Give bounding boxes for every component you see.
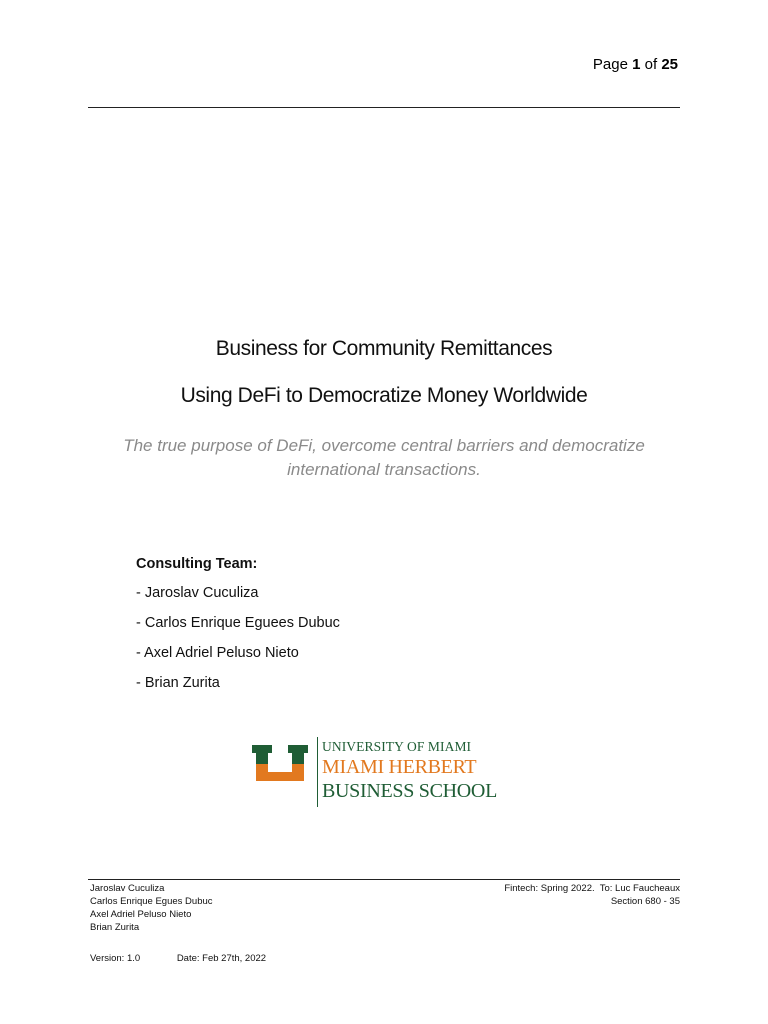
u-logo-icon — [252, 745, 308, 781]
page-label: Page — [592, 56, 628, 73]
document-subtitle — [90, 434, 678, 482]
logo-school-name: MIAMI HERBERT — [322, 756, 477, 778]
document-title-line2: Using DeFi to Democratize Money Worldwide — [180, 384, 588, 407]
page-current: 1 — [632, 56, 641, 73]
subtitle-line2: international transactions. — [287, 460, 481, 479]
consulting-team — [136, 554, 340, 703]
subtitle-line1: The true purpose of DeFi, overcome central barriers and democratize — [123, 436, 645, 455]
footer-author: Axel Adriel Peluso Nieto — [90, 909, 192, 920]
footer-author: Brian Zurita — [90, 922, 140, 933]
footer-course-info — [504, 882, 680, 908]
page-of: of — [644, 56, 658, 73]
footer-author: Carlos Enrique Egues Dubuc — [90, 896, 213, 907]
footer-authors — [90, 882, 213, 934]
logo-school-type: BUSINESS SCHOOL — [322, 780, 497, 802]
logo-university: UNIVERSITY OF MIAMI — [322, 739, 472, 754]
page-number — [593, 56, 678, 73]
footer-author: Jaroslav Cuculiza — [90, 883, 165, 894]
footer-divider — [88, 879, 680, 880]
document-title: Business for Community Remittances — [215, 337, 553, 360]
university-logo — [252, 733, 522, 813]
team-member: - Jaroslav Cuculiza — [136, 585, 259, 601]
team-member: - Carlos Enrique Eguees Dubuc — [136, 615, 340, 631]
header-divider — [88, 107, 680, 108]
footer-version: Version: 1.0 — [90, 953, 141, 964]
logo-divider — [317, 737, 318, 807]
page-total: 25 — [661, 56, 678, 73]
footer-meta — [90, 953, 266, 964]
footer-section: Section 680 - 35 — [610, 896, 680, 907]
team-member: - Axel Adriel Peluso Nieto — [136, 645, 299, 661]
team-heading: Consulting Team: — [136, 556, 258, 572]
logo-wordmark — [322, 739, 497, 803]
footer-course: Fintech: Spring 2022. To: Luc Faucheaux — [504, 883, 680, 894]
footer-date: Date: Feb 27th, 2022 — [176, 953, 267, 964]
team-member: - Brian Zurita — [136, 675, 220, 691]
